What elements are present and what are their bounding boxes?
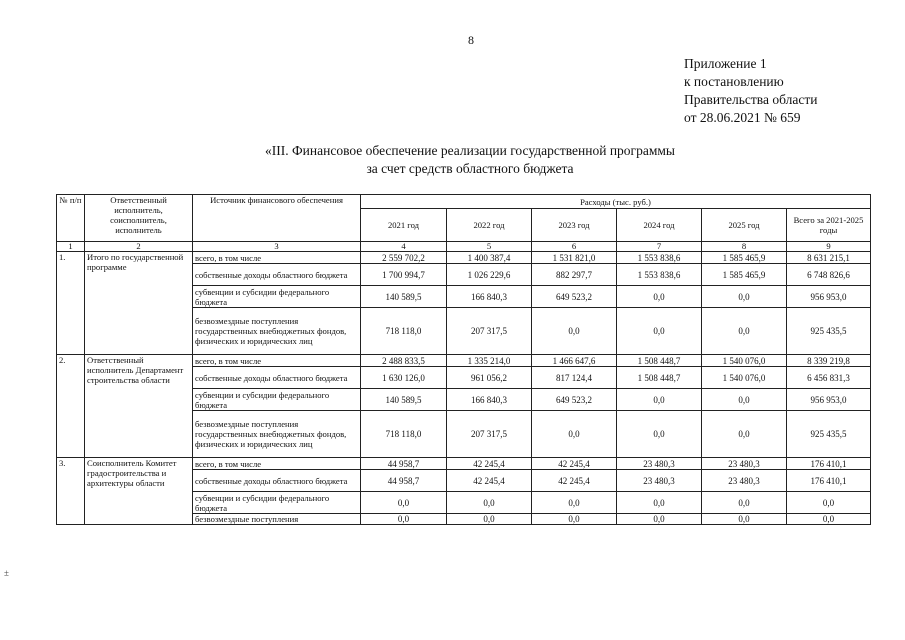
value-cell: 23 480,3 [702, 458, 787, 470]
appendix-line: Правительства области [684, 92, 818, 107]
source-cell: собственные доходы областного бюджета [193, 470, 361, 492]
header-year: 2023 год [532, 209, 617, 242]
value-cell: 2 559 702,2 [361, 252, 447, 264]
row-number: 2. [57, 355, 85, 458]
margin-mark: ± [4, 568, 9, 578]
source-cell: субвенции и субсидии федерального бюджета [193, 492, 361, 514]
column-index: 5 [447, 242, 532, 252]
value-cell: 1 335 214,0 [447, 355, 532, 367]
value-cell: 882 297,7 [532, 264, 617, 286]
financing-table [56, 194, 871, 525]
source-cell: собственные доходы областного бюджета [193, 367, 361, 389]
total-cell: 8 339 219,8 [787, 355, 871, 367]
value-cell: 0,0 [361, 492, 447, 514]
source-cell: всего, в том числе [193, 355, 361, 367]
source-cell: безвозмездные поступления [193, 514, 361, 525]
value-cell: 0,0 [617, 514, 702, 525]
total-cell: 925 435,5 [787, 411, 871, 458]
value-cell: 23 480,3 [617, 458, 702, 470]
row-number: 1. [57, 252, 85, 355]
table-row [57, 355, 871, 367]
value-cell: 1 585 465,9 [702, 252, 787, 264]
value-cell: 1 540 076,0 [702, 367, 787, 389]
source-cell: безвозмездные поступления государственных внебюджетных фондов, физических и юридических лиц [193, 308, 361, 355]
executor-cell: Соисполнитель Комитет градостроительства и архитектуры области [85, 458, 193, 525]
value-cell: 0,0 [532, 492, 617, 514]
value-cell: 1 630 126,0 [361, 367, 447, 389]
value-cell: 23 480,3 [702, 470, 787, 492]
value-cell: 0,0 [532, 411, 617, 458]
total-cell: 956 953,0 [787, 286, 871, 308]
header-num: № п/п [57, 195, 85, 242]
value-cell: 1 585 465,9 [702, 264, 787, 286]
value-cell: 0,0 [617, 492, 702, 514]
header-executor: Ответственный исполнитель, соисполнитель, исполнитель [85, 195, 193, 242]
title-line: «III. Финансовое обеспечение реализации государственной программы [265, 143, 675, 158]
value-cell: 166 840,3 [447, 389, 532, 411]
header-expenses: Расходы (тыс. руб.) [361, 195, 871, 209]
column-index: 1 [57, 242, 85, 252]
executor-cell: Ответственный исполнитель Департамент строительства области [85, 355, 193, 458]
value-cell: 0,0 [447, 514, 532, 525]
column-index-row [57, 242, 871, 252]
header-year: 2025 год [702, 209, 787, 242]
total-cell: 6 748 826,6 [787, 264, 871, 286]
appendix-line: к постановлению [684, 74, 784, 89]
header-year: 2022 год [447, 209, 532, 242]
value-cell: 0,0 [702, 514, 787, 525]
column-index: 4 [361, 242, 447, 252]
value-cell: 0,0 [702, 308, 787, 355]
total-cell: 176 410,1 [787, 458, 871, 470]
value-cell: 0,0 [361, 514, 447, 525]
column-index: 6 [532, 242, 617, 252]
value-cell: 42 245,4 [532, 470, 617, 492]
value-cell: 140 589,5 [361, 389, 447, 411]
table-row [57, 252, 871, 264]
row-number: 3. [57, 458, 85, 525]
header-year: 2021 год [361, 209, 447, 242]
appendix-line: от 28.06.2021 № 659 [684, 110, 801, 125]
value-cell: 961 056,2 [447, 367, 532, 389]
value-cell: 0,0 [617, 308, 702, 355]
source-cell: собственные доходы областного бюджета [193, 264, 361, 286]
value-cell: 0,0 [447, 492, 532, 514]
source-cell: всего, в том числе [193, 458, 361, 470]
value-cell: 1 400 387,4 [447, 252, 532, 264]
value-cell: 0,0 [532, 514, 617, 525]
value-cell: 23 480,3 [617, 470, 702, 492]
value-cell: 1 508 448,7 [617, 355, 702, 367]
value-cell: 1 508 448,7 [617, 367, 702, 389]
total-cell: 925 435,5 [787, 308, 871, 355]
value-cell: 1 466 647,6 [532, 355, 617, 367]
appendix-line: Приложение 1 [684, 56, 767, 71]
value-cell: 2 488 833,5 [361, 355, 447, 367]
value-cell: 718 118,0 [361, 308, 447, 355]
value-cell: 1 700 994,7 [361, 264, 447, 286]
value-cell: 817 124,4 [532, 367, 617, 389]
value-cell: 0,0 [702, 389, 787, 411]
value-cell: 207 317,5 [447, 308, 532, 355]
value-cell: 0,0 [532, 308, 617, 355]
source-cell: безвозмездные поступления государственных внебюджетных фондов, физических и юридических лиц [193, 411, 361, 458]
column-index: 2 [85, 242, 193, 252]
column-index: 3 [193, 242, 361, 252]
source-cell: субвенции и субсидии федерального бюджета [193, 389, 361, 411]
header-total: Всего за 2021-2025 годы [787, 209, 871, 242]
value-cell: 42 245,4 [447, 470, 532, 492]
value-cell: 718 118,0 [361, 411, 447, 458]
value-cell: 1 553 838,6 [617, 264, 702, 286]
value-cell: 1 531 821,0 [532, 252, 617, 264]
value-cell: 42 245,4 [532, 458, 617, 470]
value-cell: 1 553 838,6 [617, 252, 702, 264]
value-cell: 44 958,7 [361, 458, 447, 470]
total-cell: 0,0 [787, 492, 871, 514]
column-index: 8 [702, 242, 787, 252]
value-cell: 1 026 229,6 [447, 264, 532, 286]
value-cell: 649 523,2 [532, 389, 617, 411]
source-cell: всего, в том числе [193, 252, 361, 264]
source-cell: субвенции и субсидии федерального бюджета [193, 286, 361, 308]
value-cell: 207 317,5 [447, 411, 532, 458]
header-year: 2024 год [617, 209, 702, 242]
value-cell: 0,0 [617, 411, 702, 458]
value-cell: 0,0 [702, 492, 787, 514]
executor-cell: Итого по государственной программе [85, 252, 193, 355]
value-cell: 1 540 076,0 [702, 355, 787, 367]
total-cell: 6 456 831,3 [787, 367, 871, 389]
column-index: 7 [617, 242, 702, 252]
page-number: 8 [468, 33, 474, 47]
document-title [200, 142, 740, 178]
total-cell: 176 410,1 [787, 470, 871, 492]
value-cell: 140 589,5 [361, 286, 447, 308]
value-cell: 166 840,3 [447, 286, 532, 308]
total-cell: 0,0 [787, 514, 871, 525]
value-cell: 0,0 [702, 286, 787, 308]
value-cell: 44 958,7 [361, 470, 447, 492]
column-index: 9 [787, 242, 871, 252]
appendix-block [684, 55, 817, 127]
value-cell: 0,0 [702, 411, 787, 458]
table-row [57, 458, 871, 470]
title-line: за счет средств областного бюджета [366, 161, 574, 176]
header-source: Источник финансового обеспечения [193, 195, 361, 242]
total-cell: 8 631 215,1 [787, 252, 871, 264]
total-cell: 956 953,0 [787, 389, 871, 411]
value-cell: 42 245,4 [447, 458, 532, 470]
value-cell: 649 523,2 [532, 286, 617, 308]
value-cell: 0,0 [617, 389, 702, 411]
value-cell: 0,0 [617, 286, 702, 308]
